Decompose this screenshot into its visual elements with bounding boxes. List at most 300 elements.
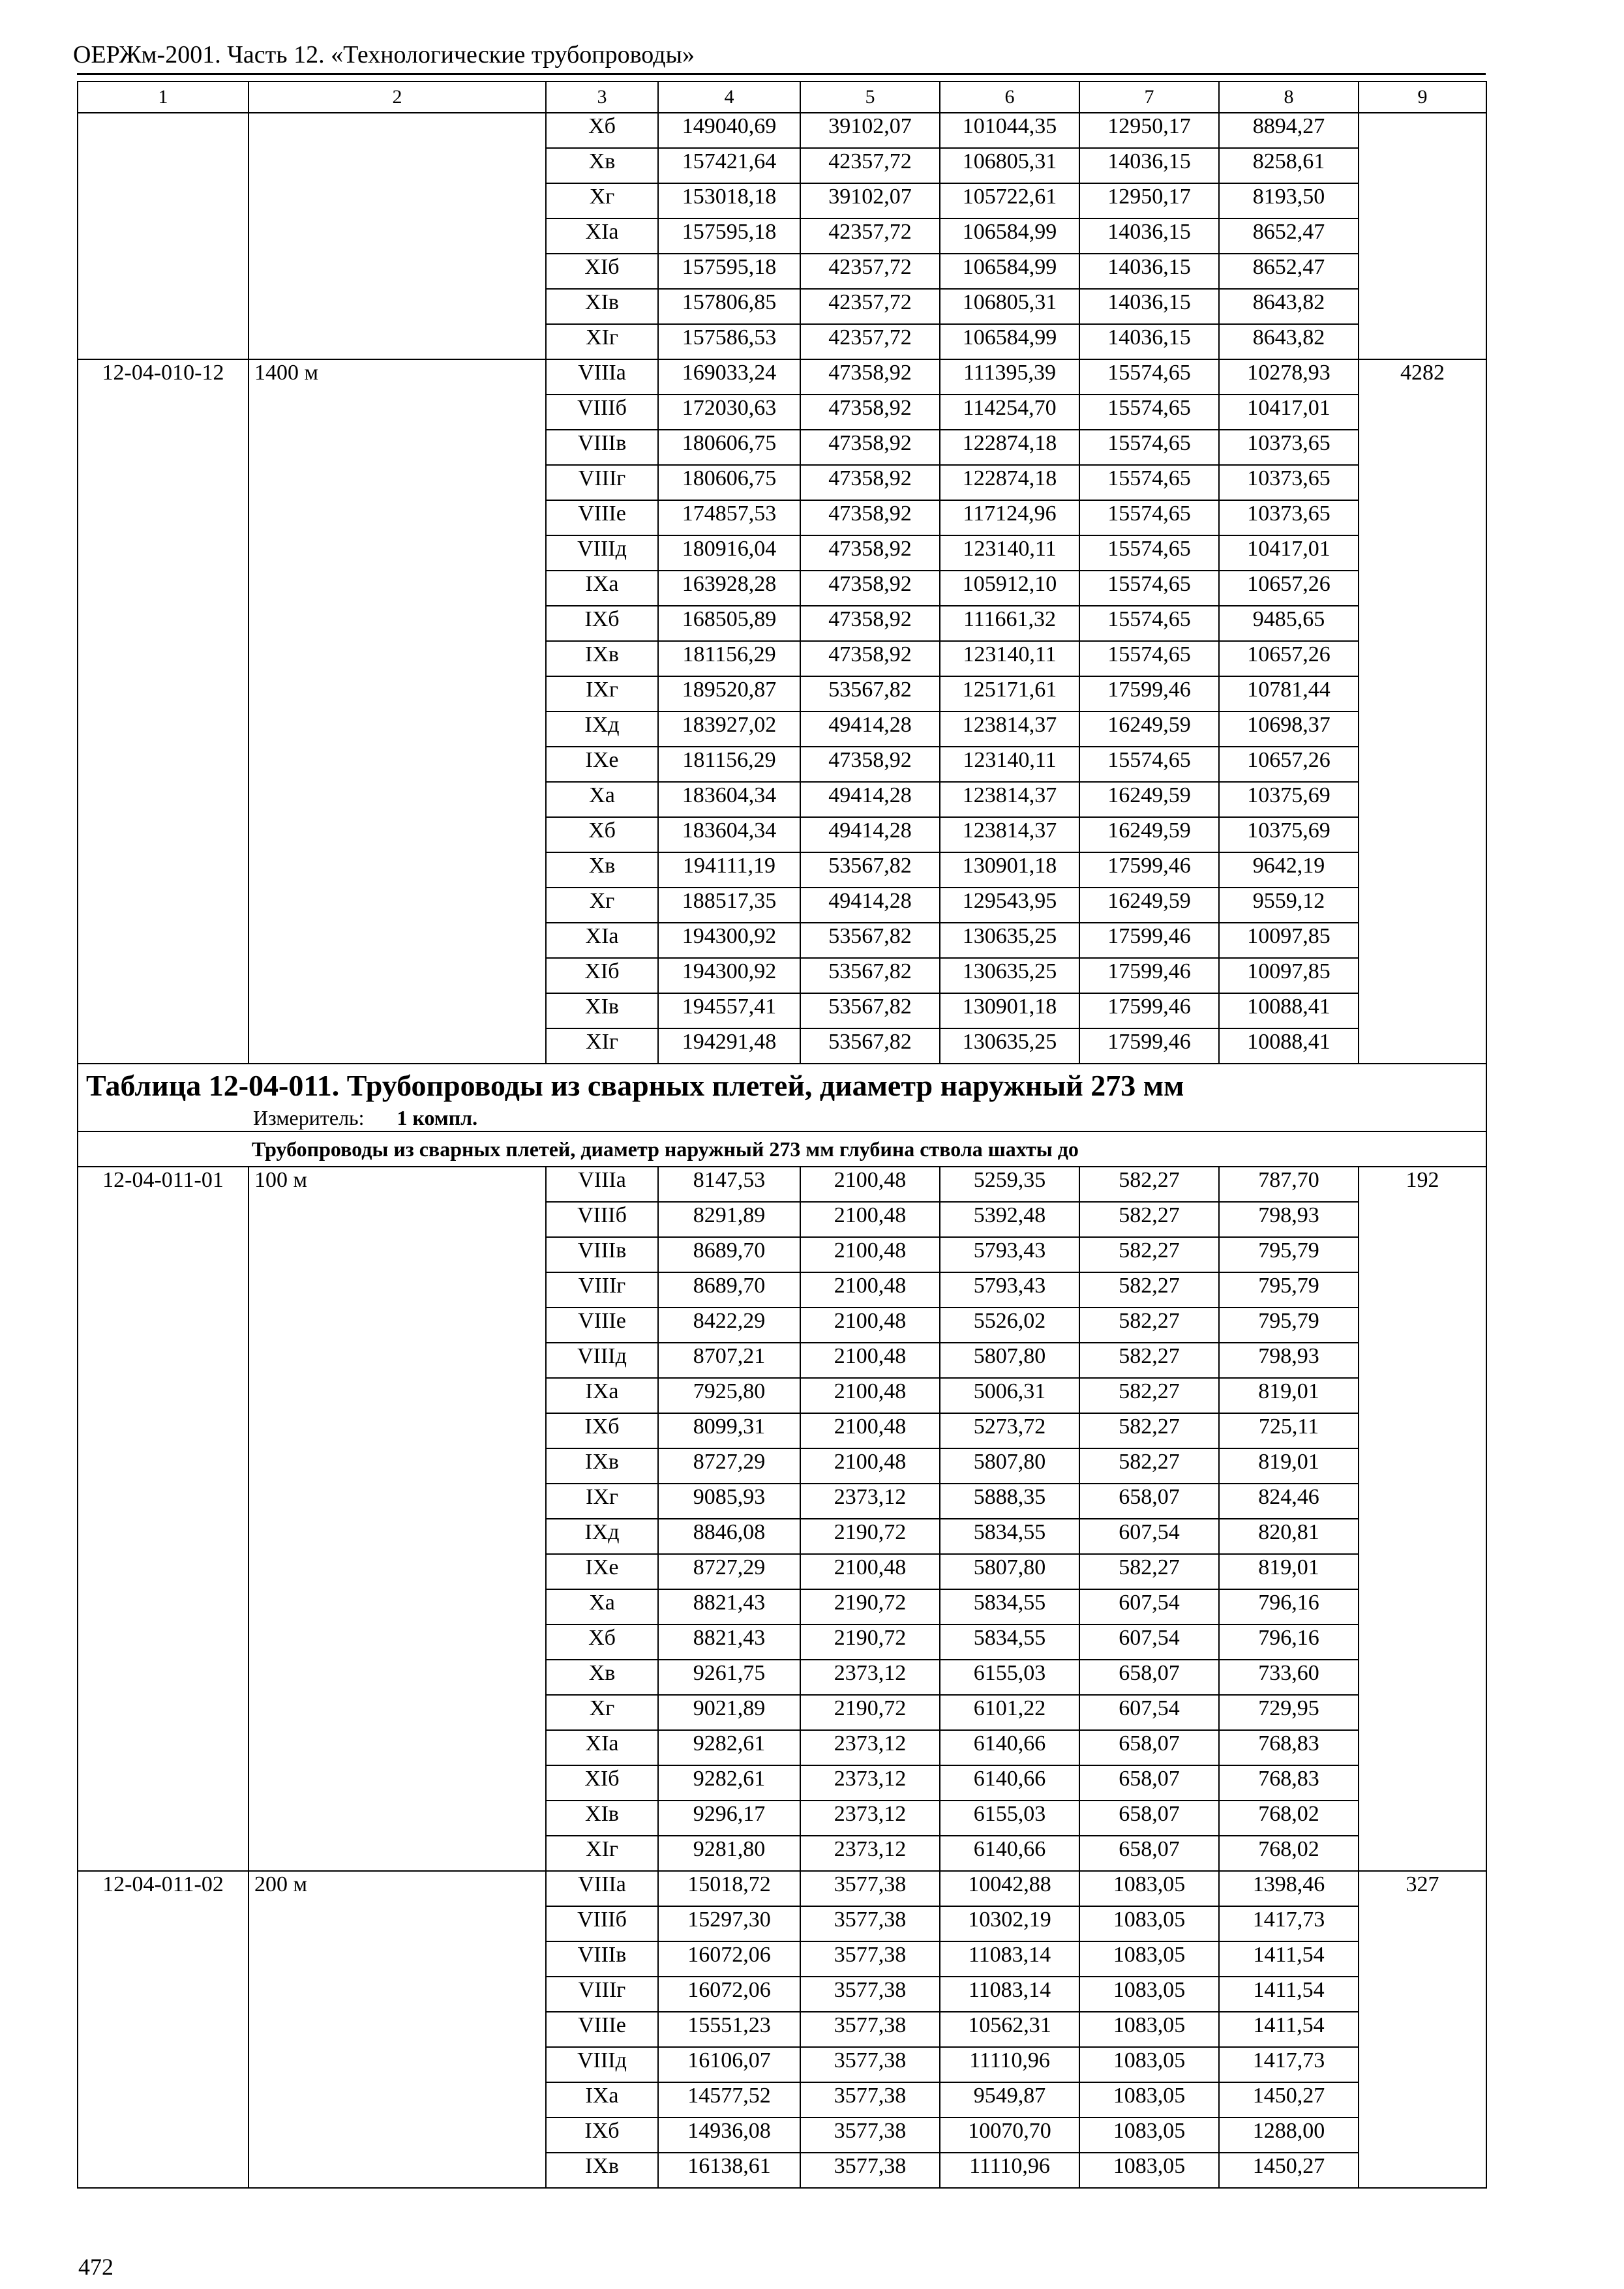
cost-value: 2190,72 (800, 1695, 940, 1730)
cost-value: 47358,92 (800, 747, 940, 782)
cost-value: 2373,12 (800, 1484, 940, 1519)
cost-value: 9281,80 (658, 1836, 800, 1871)
cost-value: 8291,89 (658, 1202, 800, 1237)
cost-value: 188517,35 (658, 888, 800, 923)
cost-value: 130635,25 (940, 958, 1079, 993)
cost-value: 17599,46 (1079, 1028, 1219, 1064)
cost-value: 795,79 (1219, 1237, 1359, 1272)
cost-value: 10417,01 (1219, 395, 1359, 430)
cost-value: 8727,29 (658, 1448, 800, 1484)
cost-value: 12950,17 (1079, 113, 1219, 148)
cost-value: 582,27 (1079, 1272, 1219, 1308)
cost-value: 1450,27 (1219, 2082, 1359, 2117)
cost-value: 53567,82 (800, 852, 940, 888)
shaft-depth: 200 м (248, 1871, 546, 2188)
zone-code: IXг (546, 676, 658, 711)
cost-value: 819,01 (1219, 1554, 1359, 1589)
cost-value: 1450,27 (1219, 2153, 1359, 2188)
zone-code: VIIIб (546, 395, 658, 430)
cost-value: 10097,85 (1219, 923, 1359, 958)
table-row (78, 113, 1486, 148)
zone-code: Хг (546, 888, 658, 923)
cost-value: 2100,48 (800, 1202, 940, 1237)
cost-value: 16106,07 (658, 2047, 800, 2082)
zone-code: Ха (546, 1589, 658, 1624)
cost-value: 14036,15 (1079, 289, 1219, 324)
zone-code: IXе (546, 1554, 658, 1589)
cost-value: 9085,93 (658, 1484, 800, 1519)
cost-value: 8147,53 (658, 1167, 800, 1202)
cost-value: 15574,65 (1079, 395, 1219, 430)
cost-value: 2100,48 (800, 1413, 940, 1448)
cost-value: 8652,47 (1219, 218, 1359, 254)
cost-value: 8707,21 (658, 1343, 800, 1378)
cost-value: 106805,31 (940, 289, 1079, 324)
cost-value: 16072,06 (658, 1977, 800, 2012)
cost-value: 2100,48 (800, 1237, 940, 1272)
cost-value: 8652,47 (1219, 254, 1359, 289)
cost-value: 768,83 (1219, 1730, 1359, 1765)
column-number: 8 (1219, 82, 1359, 113)
column-9-value (1359, 113, 1486, 359)
column-number: 2 (248, 82, 546, 113)
cost-value: 5259,35 (940, 1167, 1079, 1202)
zone-code: Хв (546, 1660, 658, 1695)
cost-value: 6140,66 (940, 1836, 1079, 1871)
cost-value: 3577,38 (800, 1941, 940, 1977)
cost-value: 47358,92 (800, 465, 940, 500)
cost-value: 11083,14 (940, 1941, 1079, 1977)
cost-value: 11083,14 (940, 1977, 1079, 2012)
zone-code: IXа (546, 2082, 658, 2117)
column-number: 7 (1079, 82, 1219, 113)
cost-value: 8727,29 (658, 1554, 800, 1589)
cost-value: 8643,82 (1219, 289, 1359, 324)
zone-code: XIа (546, 1730, 658, 1765)
zone-code: VIIIд (546, 1343, 658, 1378)
zone-code: XIв (546, 993, 658, 1028)
zone-code: XIг (546, 324, 658, 359)
cost-value: 15574,65 (1079, 465, 1219, 500)
cost-value: 123140,11 (940, 535, 1079, 571)
cost-value: 9021,89 (658, 1695, 800, 1730)
cost-value: 5793,43 (940, 1237, 1079, 1272)
cost-value: 16249,59 (1079, 817, 1219, 852)
cost-value: 130901,18 (940, 852, 1079, 888)
cost-value: 17599,46 (1079, 676, 1219, 711)
cost-value: 15574,65 (1079, 571, 1219, 606)
cost-value: 2373,12 (800, 1801, 940, 1836)
cost-value: 582,27 (1079, 1343, 1219, 1378)
zone-code: VIIIв (546, 1237, 658, 1272)
section-header-row (78, 1064, 1486, 1131)
meter-unit: 1 компл. (397, 1106, 478, 1130)
cost-value: 2100,48 (800, 1378, 940, 1413)
cost-value: 798,93 (1219, 1343, 1359, 1378)
cost-value: 5834,55 (940, 1624, 1079, 1660)
zone-code: VIIIг (546, 1272, 658, 1308)
zone-code: IXв (546, 2153, 658, 2188)
cost-value: 16138,61 (658, 2153, 800, 2188)
cost-value: 787,70 (1219, 1167, 1359, 1202)
cost-value: 1083,05 (1079, 2082, 1219, 2117)
cost-value: 10373,65 (1219, 465, 1359, 500)
cost-value: 14036,15 (1079, 254, 1219, 289)
cost-value: 2190,72 (800, 1624, 940, 1660)
cost-value: 47358,92 (800, 395, 940, 430)
column-9-value: 4282 (1359, 359, 1486, 1064)
cost-value: 105722,61 (940, 183, 1079, 218)
cost-value: 658,07 (1079, 1730, 1219, 1765)
cost-value: 2100,48 (800, 1554, 940, 1589)
cost-value: 1417,73 (1219, 2047, 1359, 2082)
cost-value: 15018,72 (658, 1871, 800, 1906)
cost-value: 47358,92 (800, 606, 940, 641)
cost-value: 10070,70 (940, 2117, 1079, 2153)
cost-value: 15574,65 (1079, 641, 1219, 676)
cost-value: 180606,75 (658, 430, 800, 465)
zone-code: VIIIд (546, 535, 658, 571)
cost-value: 53567,82 (800, 676, 940, 711)
cost-value: 157586,53 (658, 324, 800, 359)
zone-code: VIIIд (546, 2047, 658, 2082)
cost-value: 10088,41 (1219, 1028, 1359, 1064)
cost-value: 106584,99 (940, 254, 1079, 289)
cost-value: 2100,48 (800, 1308, 940, 1343)
cost-value: 1288,00 (1219, 2117, 1359, 2153)
cost-value: 122874,18 (940, 465, 1079, 500)
zone-code: IXд (546, 711, 658, 747)
zone-code: IXб (546, 2117, 658, 2153)
cost-value: 14036,15 (1079, 148, 1219, 183)
cost-value: 180916,04 (658, 535, 800, 571)
cost-value: 194300,92 (658, 958, 800, 993)
zone-code: VIIIа (546, 1871, 658, 1906)
cost-value: 8821,43 (658, 1589, 800, 1624)
cost-value: 130901,18 (940, 993, 1079, 1028)
cost-value: 157595,18 (658, 254, 800, 289)
cost-value: 768,02 (1219, 1801, 1359, 1836)
cost-value: 8689,70 (658, 1237, 800, 1272)
cost-value: 9282,61 (658, 1730, 800, 1765)
cost-value: 1083,05 (1079, 1941, 1219, 1977)
cost-value: 117124,96 (940, 500, 1079, 535)
zone-code: IXа (546, 1378, 658, 1413)
cost-value: 582,27 (1079, 1308, 1219, 1343)
cost-value: 123814,37 (940, 711, 1079, 747)
cost-value: 798,93 (1219, 1202, 1359, 1237)
cost-value: 157421,64 (658, 148, 800, 183)
cost-value: 5807,80 (940, 1448, 1079, 1484)
cost-value: 7925,80 (658, 1378, 800, 1413)
rate-code: 12-04-010-12 (78, 359, 248, 1064)
cost-value: 10278,93 (1219, 359, 1359, 395)
cost-value: 53567,82 (800, 993, 940, 1028)
cost-value: 8894,27 (1219, 113, 1359, 148)
zone-code: IXе (546, 747, 658, 782)
cost-value: 9485,65 (1219, 606, 1359, 641)
zone-code: IXг (546, 1484, 658, 1519)
shaft-depth: 1400 м (248, 359, 546, 1064)
cost-value: 123140,11 (940, 641, 1079, 676)
cost-value: 42357,72 (800, 324, 940, 359)
cost-value: 8422,29 (658, 1308, 800, 1343)
cost-value: 9282,61 (658, 1765, 800, 1801)
cost-value: 3577,38 (800, 2047, 940, 2082)
column-number: 4 (658, 82, 800, 113)
cost-value: 582,27 (1079, 1413, 1219, 1448)
cost-value: 9296,17 (658, 1801, 800, 1836)
zone-code: XIа (546, 923, 658, 958)
cost-value: 8643,82 (1219, 324, 1359, 359)
price-table (77, 81, 1487, 2189)
zone-code: VIIIб (546, 1202, 658, 1237)
cost-value: 10562,31 (940, 2012, 1079, 2047)
column-number-row (78, 82, 1486, 113)
cost-value: 10373,65 (1219, 500, 1359, 535)
zone-code: VIIIе (546, 1308, 658, 1343)
cost-value: 111395,39 (940, 359, 1079, 395)
zone-code: VIIIе (546, 2012, 658, 2047)
cost-value: 725,11 (1219, 1413, 1359, 1448)
cost-value: 582,27 (1079, 1237, 1219, 1272)
cost-value: 105912,10 (940, 571, 1079, 606)
cost-value: 5834,55 (940, 1589, 1079, 1624)
zone-code: IXв (546, 641, 658, 676)
cost-value: 16249,59 (1079, 782, 1219, 817)
section-header (78, 1064, 1486, 1131)
cost-value: 729,95 (1219, 1695, 1359, 1730)
cost-value: 8689,70 (658, 1272, 800, 1308)
cost-value: 796,16 (1219, 1624, 1359, 1660)
cost-value: 183604,34 (658, 782, 800, 817)
cost-value: 8846,08 (658, 1519, 800, 1554)
cost-value: 3577,38 (800, 2117, 940, 2153)
cost-value: 6155,03 (940, 1660, 1079, 1695)
cost-value: 15574,65 (1079, 535, 1219, 571)
cost-value: 607,54 (1079, 1589, 1219, 1624)
cost-value: 3577,38 (800, 2153, 940, 2188)
cost-value: 172030,63 (658, 395, 800, 430)
cost-value: 9549,87 (940, 2082, 1079, 2117)
cost-value: 10417,01 (1219, 535, 1359, 571)
cost-value: 125171,61 (940, 676, 1079, 711)
cost-value: 820,81 (1219, 1519, 1359, 1554)
zone-code: VIIIг (546, 1977, 658, 2012)
cost-value: 39102,07 (800, 113, 940, 148)
cost-value: 2373,12 (800, 1660, 940, 1695)
cost-value: 39102,07 (800, 183, 940, 218)
cost-value: 194111,19 (658, 852, 800, 888)
cost-value: 47358,92 (800, 641, 940, 676)
cost-value: 6101,22 (940, 1695, 1079, 1730)
zone-code: XIб (546, 1765, 658, 1801)
cost-value: 8821,43 (658, 1624, 800, 1660)
subtitle-row (78, 1131, 1486, 1167)
cost-value: 2100,48 (800, 1448, 940, 1484)
cost-value: 49414,28 (800, 888, 940, 923)
cost-value: 5807,80 (940, 1343, 1079, 1378)
cost-value: 8258,61 (1219, 148, 1359, 183)
zone-code: IXа (546, 571, 658, 606)
cost-value: 10657,26 (1219, 571, 1359, 606)
cost-value: 157595,18 (658, 218, 800, 254)
zone-code: Хг (546, 183, 658, 218)
zone-code: Хб (546, 113, 658, 148)
cost-value: 658,07 (1079, 1765, 1219, 1801)
zone-code: VIIIг (546, 465, 658, 500)
column-number: 6 (940, 82, 1079, 113)
cost-value: 15551,23 (658, 2012, 800, 2047)
zone-code: Хг (546, 1695, 658, 1730)
cost-value: 819,01 (1219, 1448, 1359, 1484)
zone-code: XIб (546, 254, 658, 289)
cost-value: 14036,15 (1079, 324, 1219, 359)
cost-value: 824,46 (1219, 1484, 1359, 1519)
zone-code: VIIIа (546, 1167, 658, 1202)
cost-value: 11110,96 (940, 2047, 1079, 2082)
table-row (78, 1167, 1486, 1202)
cost-value: 607,54 (1079, 1519, 1219, 1554)
cost-value: 122874,18 (940, 430, 1079, 465)
cost-value: 169033,24 (658, 359, 800, 395)
zone-code: XIв (546, 1801, 658, 1836)
cost-value: 3577,38 (800, 2082, 940, 2117)
meter-label: Измеритель: (253, 1106, 365, 1130)
cost-value: 42357,72 (800, 289, 940, 324)
cost-value: 12950,17 (1079, 183, 1219, 218)
cost-value: 1411,54 (1219, 1977, 1359, 2012)
zone-code: XIг (546, 1836, 658, 1871)
cost-value: 114254,70 (940, 395, 1079, 430)
cost-value: 49414,28 (800, 782, 940, 817)
cost-value: 3577,38 (800, 1906, 940, 1941)
cost-value: 795,79 (1219, 1308, 1359, 1343)
cost-value: 14936,08 (658, 2117, 800, 2153)
cost-value: 15574,65 (1079, 747, 1219, 782)
cost-value: 42357,72 (800, 254, 940, 289)
cost-value: 10088,41 (1219, 993, 1359, 1028)
running-header: ОЕРЖм-2001. Часть 12. «Технологические трубопроводы» (73, 41, 695, 68)
cost-value: 1083,05 (1079, 2012, 1219, 2047)
cost-value: 17599,46 (1079, 993, 1219, 1028)
cost-value: 1083,05 (1079, 1977, 1219, 2012)
cost-value: 658,07 (1079, 1801, 1219, 1836)
section-title: Таблица 12-04-011. Трубопроводы из сварных плетей, диаметр наружный 273 мм (86, 1069, 1184, 1102)
zone-code: XIб (546, 958, 658, 993)
cost-value: 10657,26 (1219, 747, 1359, 782)
cost-value: 183927,02 (658, 711, 800, 747)
cost-value: 15574,65 (1079, 500, 1219, 535)
cost-value: 15574,65 (1079, 606, 1219, 641)
column-number: 1 (78, 82, 248, 113)
zone-code: VIIIв (546, 1941, 658, 1977)
cost-value: 123814,37 (940, 782, 1079, 817)
cost-value: 3577,38 (800, 1977, 940, 2012)
cost-value: 181156,29 (658, 747, 800, 782)
cost-value: 607,54 (1079, 1695, 1219, 1730)
cost-value: 5793,43 (940, 1272, 1079, 1308)
cost-value: 6140,66 (940, 1730, 1079, 1765)
cost-value: 733,60 (1219, 1660, 1359, 1695)
section-subtitle: Трубопроводы из сварных плетей, диаметр наружный 273 мм глубина ствола шахты до (78, 1131, 1486, 1167)
cost-value: 10375,69 (1219, 817, 1359, 852)
cost-value: 101044,35 (940, 113, 1079, 148)
cost-value: 658,07 (1079, 1836, 1219, 1871)
cost-value: 9261,75 (658, 1660, 800, 1695)
cost-value: 5526,02 (940, 1308, 1079, 1343)
cost-value: 768,83 (1219, 1765, 1359, 1801)
cost-value: 10042,88 (940, 1871, 1079, 1906)
cost-value: 123140,11 (940, 747, 1079, 782)
cost-value: 42357,72 (800, 218, 940, 254)
cost-value: 123814,37 (940, 817, 1079, 852)
cost-value: 3577,38 (800, 1871, 940, 1906)
cost-value: 16072,06 (658, 1941, 800, 1977)
cost-value: 11110,96 (940, 2153, 1079, 2188)
cost-value: 1411,54 (1219, 1941, 1359, 1977)
cost-value: 49414,28 (800, 711, 940, 747)
cost-value: 47358,92 (800, 535, 940, 571)
zone-code: VIIIв (546, 430, 658, 465)
rate-code: 12-04-011-02 (78, 1871, 248, 2188)
cost-value: 14577,52 (658, 2082, 800, 2117)
cost-value: 6140,66 (940, 1765, 1079, 1801)
cost-value: 10373,65 (1219, 430, 1359, 465)
cost-value: 106584,99 (940, 324, 1079, 359)
page-number: 472 (78, 2254, 113, 2280)
zone-code: Хв (546, 148, 658, 183)
cost-value: 130635,25 (940, 923, 1079, 958)
cost-value: 2100,48 (800, 1167, 940, 1202)
zone-code: XIг (546, 1028, 658, 1064)
zone-code: XIв (546, 289, 658, 324)
zone-code: VIIIа (546, 359, 658, 395)
table-row (78, 1871, 1486, 1906)
cost-value: 10097,85 (1219, 958, 1359, 993)
cost-value: 796,16 (1219, 1589, 1359, 1624)
column-number: 3 (546, 82, 658, 113)
cost-value: 795,79 (1219, 1272, 1359, 1308)
cost-value: 1398,46 (1219, 1871, 1359, 1906)
meter-line (86, 1105, 1478, 1131)
table-row (78, 359, 1486, 395)
cost-value: 582,27 (1079, 1448, 1219, 1484)
cost-value: 180606,75 (658, 465, 800, 500)
cost-value: 3577,38 (800, 2012, 940, 2047)
zone-code: VIIIб (546, 1906, 658, 1941)
cost-value: 15297,30 (658, 1906, 800, 1941)
zone-code: IXд (546, 1519, 658, 1554)
cost-value: 5834,55 (940, 1519, 1079, 1554)
cost-value: 582,27 (1079, 1167, 1219, 1202)
cost-value: 8099,31 (658, 1413, 800, 1448)
column-number: 5 (800, 82, 940, 113)
zone-code: IXв (546, 1448, 658, 1484)
cost-value: 10302,19 (940, 1906, 1079, 1941)
cost-value: 194300,92 (658, 923, 800, 958)
cost-value: 163928,28 (658, 571, 800, 606)
cost-value: 2100,48 (800, 1272, 940, 1308)
cost-value: 1083,05 (1079, 2047, 1219, 2082)
cost-value: 183604,34 (658, 817, 800, 852)
cost-value: 2100,48 (800, 1343, 940, 1378)
cost-value: 189520,87 (658, 676, 800, 711)
cost-value: 47358,92 (800, 430, 940, 465)
zone-code: XIа (546, 218, 658, 254)
cost-value: 15574,65 (1079, 430, 1219, 465)
cost-value: 153018,18 (658, 183, 800, 218)
